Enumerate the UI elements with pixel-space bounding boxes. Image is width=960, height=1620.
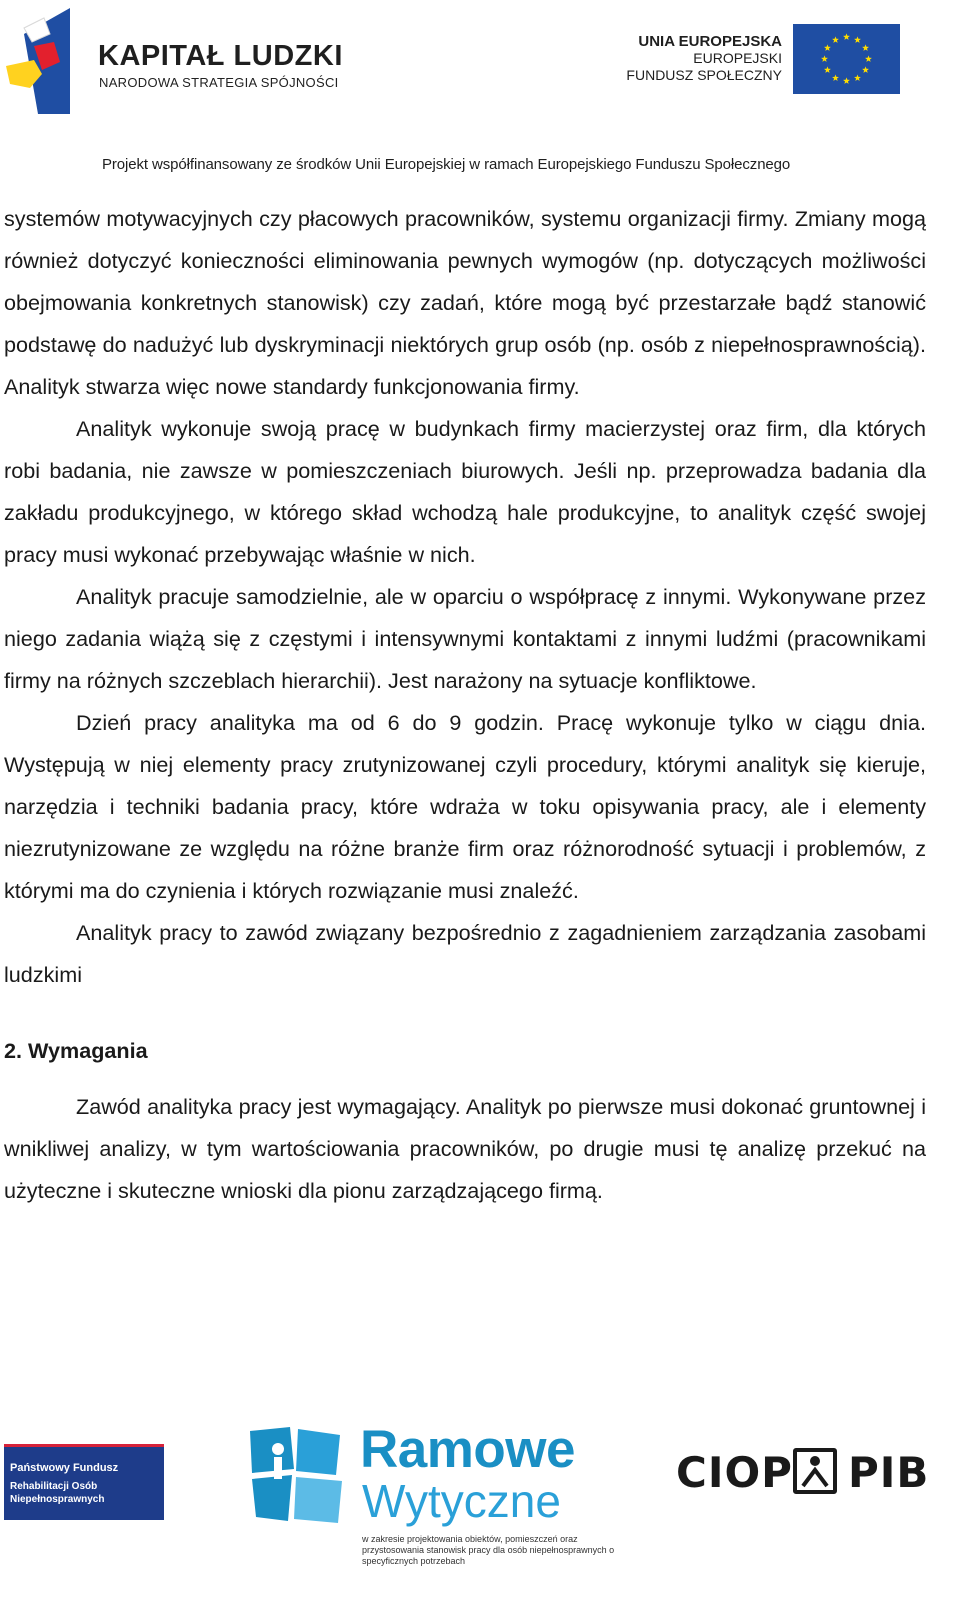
page-header (0, 0, 960, 185)
eu-flag-icon (793, 24, 900, 94)
paragraph-2: Analityk wykonuje swoją pracę w budynkach firmy macierzystej oraz firm, dla których robi badania, nie zawsze w pomieszczeniach biurowych. Jeśli np. przeprowadza badania dla zakładu produkcyjnego, w którego skład wchodzą hale produkcyjne, to analityk część swojej pracy musi wykonać przebywając właśnie w nich. (4, 416, 926, 567)
wytyczne-title: Wytyczne (362, 1475, 561, 1527)
section-heading: 2. Wymagania (4, 1038, 148, 1063)
eu-fund-label (626, 33, 782, 84)
pib-label: PIB (848, 1448, 930, 1497)
eu-line-2: EUROPEJSKI (693, 50, 782, 66)
ciop-label: CIOP (676, 1448, 793, 1497)
ciop-person-icon (793, 1448, 837, 1494)
cofinancing-note: Projekt współfinansowany ze środków Unii Europejskiej w ramach Europejskiego Funduszu Społecznego (102, 156, 791, 173)
ramowe-title: Ramowe (360, 1420, 575, 1479)
paragraph-4: Dzień pracy analityka ma od 6 do 9 godzin. Pracę wykonuje tylko w ciągu dnia. Występują w niej elementy pracy zrutynizowanej czyli procedury, którymi analityk się kieruje, narzędzia i techniki badania pracy, które wdraża w toku opisywania pracy, ale i elementy niezrutynizowane ze względu na różne branże firm oraz różnorodność sytuacji i problemów, z którymi ma do czynienia i których rozwiązanie musi znaleźć. (4, 710, 926, 903)
paragraph-1: systemów motywacyjnych czy płacowych pracowników, systemu organizacji firmy. Zmiany mogą również dotyczyć konieczności eliminowania pewnych wymogów (np. dotyczących możliwości obejmowania konkretnych stanowisk) czy zadań, które mogą być przestarzałe bądź stanowić podstawę do nadużyć lub dyskryminacji niektórych grup osób (np. osób z niepełnosprawnością). Analityk stwarza więc nowe standardy funkcjonowania firmy. (4, 206, 926, 399)
pfron-stripe (4, 1432, 164, 1447)
ramowe-subtitle: w zakresie projektowania obiektów, pomieszczeń oraz przystosowania stanowisk pracy dla osób niepełnosprawnych o specyficznych potrzebach (362, 1534, 615, 1566)
paragraph-3: Analityk pracuje samodzielnie, ale w oparciu o współpracę z innymi. Wykonywane przez niego zadania wiążą się z częstymi i intensywnymi kontaktami z innymi ludźmi (pracownikami firmy na różnych szczeblach hierarchii). Jest narażony na sytuacje konfliktowe. (4, 584, 926, 693)
pfron-logo (4, 1432, 164, 1520)
ciop-pib-logo (676, 1448, 793, 1497)
paragraph-5: Analityk pracy to zawód związany bezpośrednio z zagadnieniem zarządzania zasobami ludzkimi (4, 920, 926, 987)
pfron-line-2: Rehabilitacji Osób Niepełnosprawnych (10, 1481, 105, 1505)
kapital-ludzki-title: KAPITAŁ LUDZKI (98, 40, 343, 72)
pib-logo (848, 1448, 929, 1497)
eu-line-3: FUNDUSZ SPOŁECZNY (626, 67, 782, 83)
paragraph-6: Zawód analityka pracy jest wymagający. Analityk po pierwsze musi dokonać gruntownej i wnikliwej analizy, w tym wartościowania pracowników, po drugie musi tę analizę przekuć na użyteczne i skuteczne wnioski dla pionu zarządzającego firmą. (4, 1094, 926, 1203)
eu-line-1: UNIA EUROPEJSKA (638, 33, 782, 50)
kapital-ludzki-subtitle: NARODOWA STRATEGIA SPÓJNOŚCI (99, 75, 339, 90)
pfron-line-1: Państwowy Fundusz (10, 1462, 119, 1474)
kapital-ludzki-logo-icon (4, 4, 76, 114)
page-footer (0, 1420, 960, 1620)
ramowe-wytyczne-icon (248, 1425, 346, 1525)
document-body (4, 198, 926, 1212)
